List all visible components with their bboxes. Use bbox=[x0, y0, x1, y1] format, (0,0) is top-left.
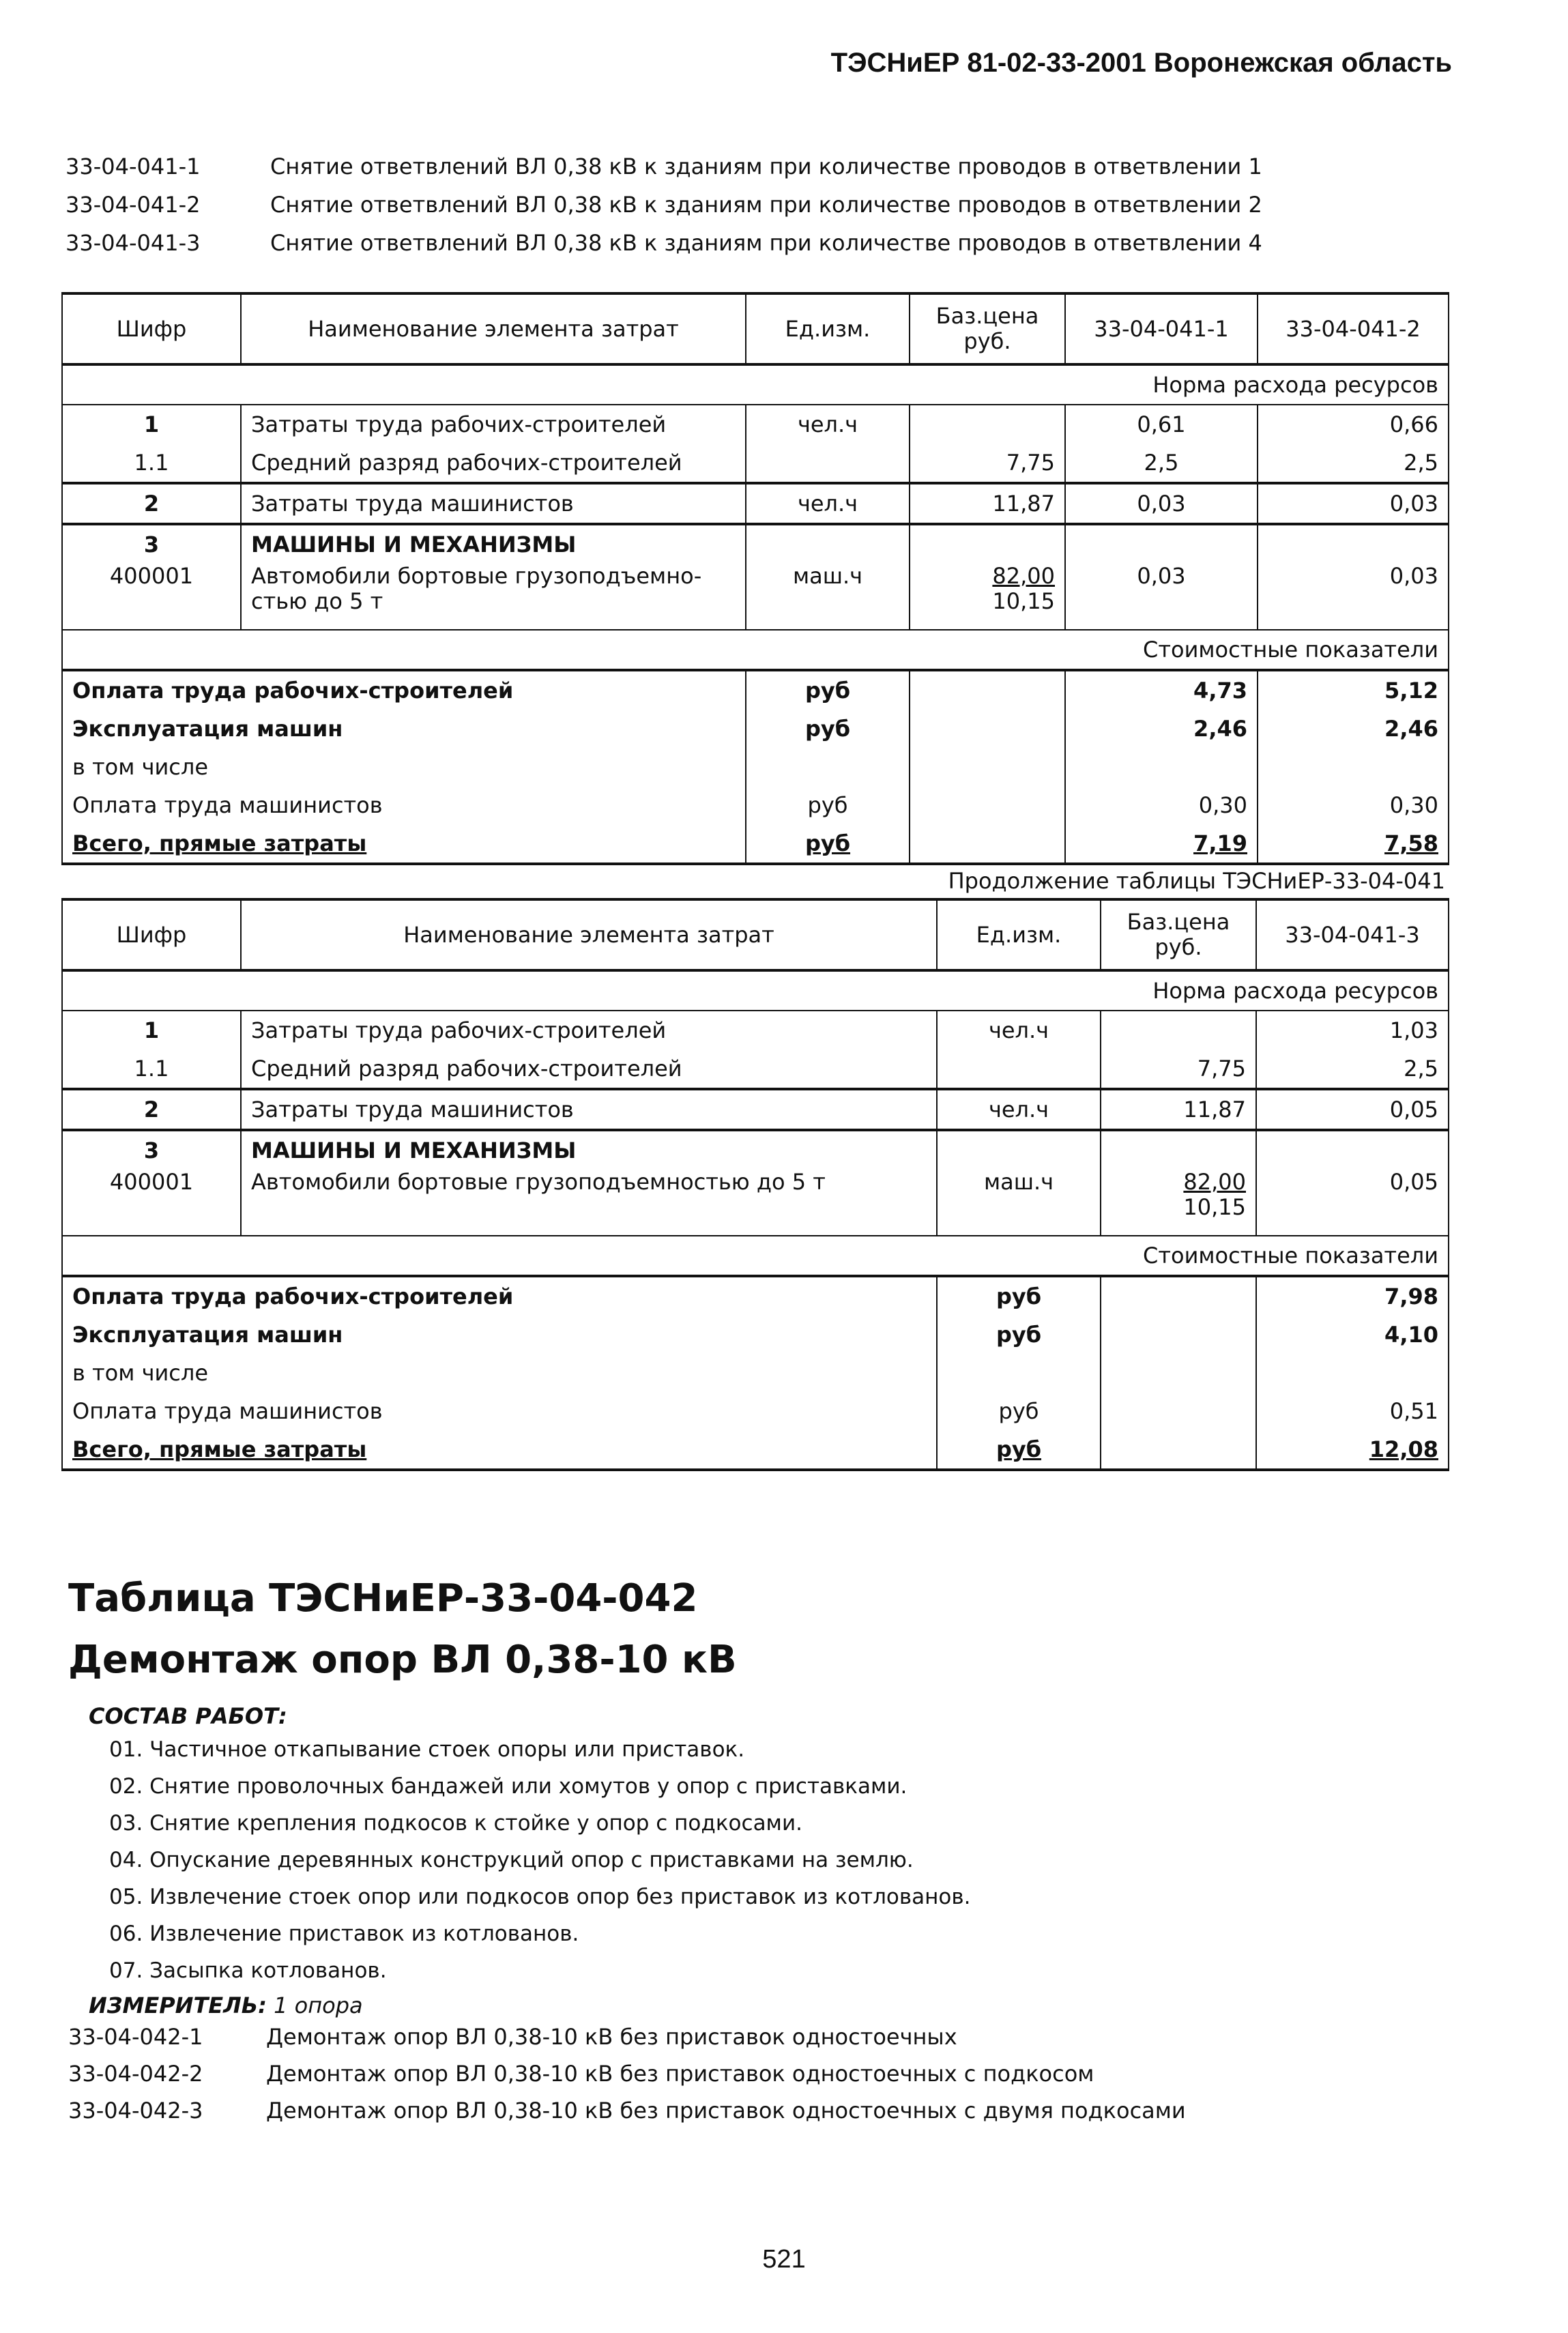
code-description: Демонтаж опор ВЛ 0,38-10 кВ без приставок одностоечных с двумя подкосами bbox=[266, 2098, 1186, 2124]
meter-value: 1 опора bbox=[274, 1993, 363, 2018]
row-code: 3 bbox=[62, 524, 241, 564]
cost-value-1: 0,51 bbox=[1256, 1392, 1449, 1430]
header-unit: Ед.изм. bbox=[746, 293, 910, 364]
cost-label: Стоимостные показатели bbox=[62, 630, 1449, 670]
row-price bbox=[1101, 1011, 1256, 1049]
code-description: Снятие ответвлений ВЛ 0,38 кВ к зданиям при количестве проводов в ответвлении 2 bbox=[270, 192, 1262, 218]
cost-row bbox=[62, 1354, 1449, 1392]
row-name: МАШИНЫ И МЕХАНИЗМЫ bbox=[241, 1130, 937, 1170]
cost-label: Стоимостные показатели bbox=[62, 1236, 1449, 1276]
header-price: Баз.цена руб. bbox=[910, 293, 1065, 364]
row-value-2: 2,5 bbox=[1258, 444, 1449, 483]
cost-value-1: 12,08 bbox=[1256, 1430, 1449, 1470]
meter-line bbox=[89, 1993, 363, 2018]
row-price bbox=[910, 405, 1065, 444]
row-name: Средний разряд рабочих-строителей bbox=[241, 1049, 937, 1089]
row-price: 7,75 bbox=[910, 444, 1065, 483]
cost-row bbox=[62, 670, 1449, 710]
table-row bbox=[62, 524, 1449, 564]
page-number: 521 bbox=[762, 2245, 806, 2274]
cost-value-2: 0,30 bbox=[1258, 786, 1449, 824]
code-row bbox=[68, 2024, 957, 2062]
row-price-line-1: 82,00 bbox=[992, 563, 1055, 589]
work-item: 06. Извлечение приставок из котлованов. bbox=[109, 1922, 579, 1946]
resource-table-041-3 bbox=[61, 898, 1449, 1471]
header-col1: 33-04-041-1 bbox=[1065, 293, 1258, 364]
header-col2: 33-04-041-2 bbox=[1258, 293, 1449, 364]
cost-unit: руб bbox=[937, 1392, 1101, 1430]
norm-label: Норма расхода ресурсов bbox=[62, 364, 1449, 405]
row-value-1: 2,5 bbox=[1256, 1049, 1449, 1089]
row-code: 1 bbox=[62, 1011, 241, 1049]
row-unit: чел.ч bbox=[746, 405, 910, 444]
code: 33-04-041-2 bbox=[66, 192, 201, 218]
cost-row bbox=[62, 1392, 1449, 1430]
work-item: 04. Опускание деревянных конструкций опор с приставками на землю. bbox=[109, 1848, 914, 1872]
work-item: 03. Снятие крепления подкосов к стойке у опор с подкосами. bbox=[109, 1811, 802, 1836]
cost-value-1: 4,73 bbox=[1065, 670, 1258, 710]
row-price-line-2: 10,15 bbox=[1183, 1193, 1246, 1220]
cost-unit: руб bbox=[937, 1430, 1101, 1470]
row-name: Затраты труда рабочих-строителей bbox=[241, 1011, 937, 1049]
table-row bbox=[62, 564, 1449, 630]
works-label: СОСТАВ РАБОТ: bbox=[89, 1703, 287, 1729]
cost-unit: руб bbox=[746, 786, 910, 824]
cost-value-1: 7,98 bbox=[1256, 1276, 1449, 1316]
row-unit bbox=[746, 444, 910, 483]
header-code: Шифр bbox=[62, 293, 241, 364]
norm-label-row bbox=[62, 364, 1449, 405]
work-item: 02. Снятие проволочных бандажей или хомутов у опор с приставками. bbox=[109, 1774, 908, 1799]
cost-name: в том числе bbox=[62, 1354, 937, 1392]
row-unit: чел.ч bbox=[746, 483, 910, 524]
row-code: 3 bbox=[62, 1130, 241, 1170]
table-row bbox=[62, 1130, 1449, 1170]
row-price-line-1: 82,00 bbox=[1183, 1169, 1246, 1195]
header-code: Шифр bbox=[62, 899, 241, 970]
row-value-1: 0,03 bbox=[1065, 564, 1258, 630]
row-code: 1.1 bbox=[62, 1049, 241, 1089]
row-name: Автомобили бортовые грузоподъемностью до 5 т bbox=[241, 1170, 937, 1236]
row-unit: маш.ч bbox=[937, 1170, 1101, 1236]
code: 33-04-041-1 bbox=[66, 154, 201, 179]
cost-value-2: 7,58 bbox=[1258, 824, 1449, 864]
cost-value-1: 4,10 bbox=[1256, 1316, 1449, 1354]
code-row bbox=[66, 154, 1262, 192]
row-name-line-2: стью до 5 т bbox=[251, 588, 383, 614]
code: 33-04-041-3 bbox=[66, 230, 201, 256]
table-row bbox=[62, 483, 1449, 524]
row-price-line-2: 10,15 bbox=[992, 588, 1055, 614]
cost-row bbox=[62, 1430, 1449, 1470]
norm-label-row bbox=[62, 970, 1449, 1011]
row-name: МАШИНЫ И МЕХАНИЗМЫ bbox=[241, 524, 746, 564]
cost-unit: руб bbox=[746, 710, 910, 748]
cost-row bbox=[62, 710, 1449, 748]
row-price: 11,87 bbox=[1101, 1089, 1256, 1130]
table-row bbox=[62, 1049, 1449, 1089]
section-subtitle: Демонтаж опор ВЛ 0,38-10 кВ bbox=[68, 1638, 737, 1682]
header-name: Наименование элемента затрат bbox=[241, 293, 746, 364]
cost-label-row bbox=[62, 630, 1449, 670]
cost-unit: руб bbox=[937, 1276, 1101, 1316]
cost-name: Оплата труда машинистов bbox=[62, 1392, 937, 1430]
cost-name: Всего, прямые затраты bbox=[62, 824, 746, 864]
table-row bbox=[62, 1011, 1449, 1049]
cost-row bbox=[62, 748, 1449, 786]
row-name: Затраты труда рабочих-строителей bbox=[241, 405, 746, 444]
cost-name: Оплата труда рабочих-строителей bbox=[62, 1276, 937, 1316]
row-value-1: 0,03 bbox=[1065, 483, 1258, 524]
row-unit: маш.ч bbox=[746, 564, 910, 630]
cost-row bbox=[62, 824, 1449, 864]
code-description: Снятие ответвлений ВЛ 0,38 кВ к зданиям при количестве проводов в ответвлении 1 bbox=[270, 154, 1262, 179]
row-name-line-1: Автомобили бортовые грузоподъемно- bbox=[251, 563, 702, 589]
table-row bbox=[62, 405, 1449, 444]
header-unit: Ед.изм. bbox=[937, 899, 1101, 970]
row-code: 2 bbox=[62, 1089, 241, 1130]
header-col1: 33-04-041-3 bbox=[1256, 899, 1449, 970]
table-header-row bbox=[62, 293, 1449, 364]
row-unit bbox=[937, 1049, 1101, 1089]
row-value-2: 0,03 bbox=[1258, 564, 1449, 630]
page-header-title: ТЭСНиЕР 81-02-33-2001 Воронежская область bbox=[830, 48, 1452, 78]
code-description: Снятие ответвлений ВЛ 0,38 кВ к зданиям при количестве проводов в ответвлении 4 bbox=[270, 230, 1262, 256]
header-price: Баз.цена руб. bbox=[1101, 899, 1256, 970]
row-code: 1 bbox=[62, 405, 241, 444]
code-row bbox=[66, 192, 1262, 230]
resource-table-041-1-2 bbox=[61, 292, 1449, 865]
cost-name: Оплата труда машинистов bbox=[62, 786, 746, 824]
cost-name: Всего, прямые затраты bbox=[62, 1430, 937, 1470]
cost-value-2: 5,12 bbox=[1258, 670, 1449, 710]
code: 33-04-042-1 bbox=[68, 2024, 203, 2050]
cost-value-1: 0,30 bbox=[1065, 786, 1258, 824]
work-item: 07. Засыпка котлованов. bbox=[109, 1958, 387, 1983]
code-row bbox=[68, 2098, 1186, 2136]
row-value-1: 0,05 bbox=[1256, 1170, 1449, 1236]
table-row bbox=[62, 444, 1449, 483]
code-row bbox=[66, 230, 1262, 268]
row-unit: чел.ч bbox=[937, 1011, 1101, 1049]
cost-name: Эксплуатация машин bbox=[62, 710, 746, 748]
row-value-1: 0,05 bbox=[1256, 1089, 1449, 1130]
row-code: 2 bbox=[62, 483, 241, 524]
row-code: 1.1 bbox=[62, 444, 241, 483]
norm-label: Норма расхода ресурсов bbox=[62, 970, 1449, 1011]
row-unit: чел.ч bbox=[937, 1089, 1101, 1130]
work-item: 01. Частичное откапывание стоек опоры или приставок. bbox=[109, 1737, 745, 1762]
cost-name: в том числе bbox=[62, 748, 746, 786]
cost-unit: руб bbox=[746, 670, 910, 710]
code: 33-04-042-2 bbox=[68, 2061, 203, 2087]
row-value-1: 2,5 bbox=[1065, 444, 1258, 483]
row-value-1: 1,03 bbox=[1256, 1011, 1449, 1049]
work-item: 05. Извлечение стоек опор или подкосов опор без приставок из котлованов. bbox=[109, 1885, 971, 1909]
row-value-2: 0,66 bbox=[1258, 405, 1449, 444]
cost-name: Оплата труда рабочих-строителей bbox=[62, 670, 746, 710]
meter-label: ИЗМЕРИТЕЛЬ: bbox=[89, 1993, 267, 2018]
continuation-caption: Продолжение таблицы ТЭСНиЕР-33-04-041 bbox=[948, 868, 1445, 894]
code-description: Демонтаж опор ВЛ 0,38-10 кВ без приставок одностоечных с подкосом bbox=[266, 2061, 1094, 2087]
cost-row bbox=[62, 1316, 1449, 1354]
row-price: 11,87 bbox=[910, 483, 1065, 524]
cost-unit: руб bbox=[746, 824, 910, 864]
cost-row bbox=[62, 786, 1449, 824]
row-code: 400001 bbox=[62, 564, 241, 630]
row-value-1: 0,61 bbox=[1065, 405, 1258, 444]
code-row bbox=[68, 2061, 1094, 2099]
row-name: Затраты труда машинистов bbox=[241, 483, 746, 524]
cost-value-1: 7,19 bbox=[1065, 824, 1258, 864]
header-name: Наименование элемента затрат bbox=[241, 899, 937, 970]
row-name: Затраты труда машинистов bbox=[241, 1089, 937, 1130]
row-price: 7,75 bbox=[1101, 1049, 1256, 1089]
cost-value-2: 2,46 bbox=[1258, 710, 1449, 748]
row-name: Средний разряд рабочих-строителей bbox=[241, 444, 746, 483]
cost-unit: руб bbox=[937, 1316, 1101, 1354]
table-row bbox=[62, 1170, 1449, 1236]
cost-row bbox=[62, 1276, 1449, 1316]
row-value-2: 0,03 bbox=[1258, 483, 1449, 524]
table-header-row bbox=[62, 899, 1449, 970]
code: 33-04-042-3 bbox=[68, 2098, 203, 2124]
row-code: 400001 bbox=[62, 1170, 241, 1236]
section-title: Таблица ТЭСНиЕР-33-04-042 bbox=[68, 1576, 698, 1621]
code-description: Демонтаж опор ВЛ 0,38-10 кВ без приставок одностоечных bbox=[266, 2024, 957, 2050]
cost-value-1: 2,46 bbox=[1065, 710, 1258, 748]
cost-label-row bbox=[62, 1236, 1449, 1276]
table-row bbox=[62, 1089, 1449, 1130]
cost-name: Эксплуатация машин bbox=[62, 1316, 937, 1354]
